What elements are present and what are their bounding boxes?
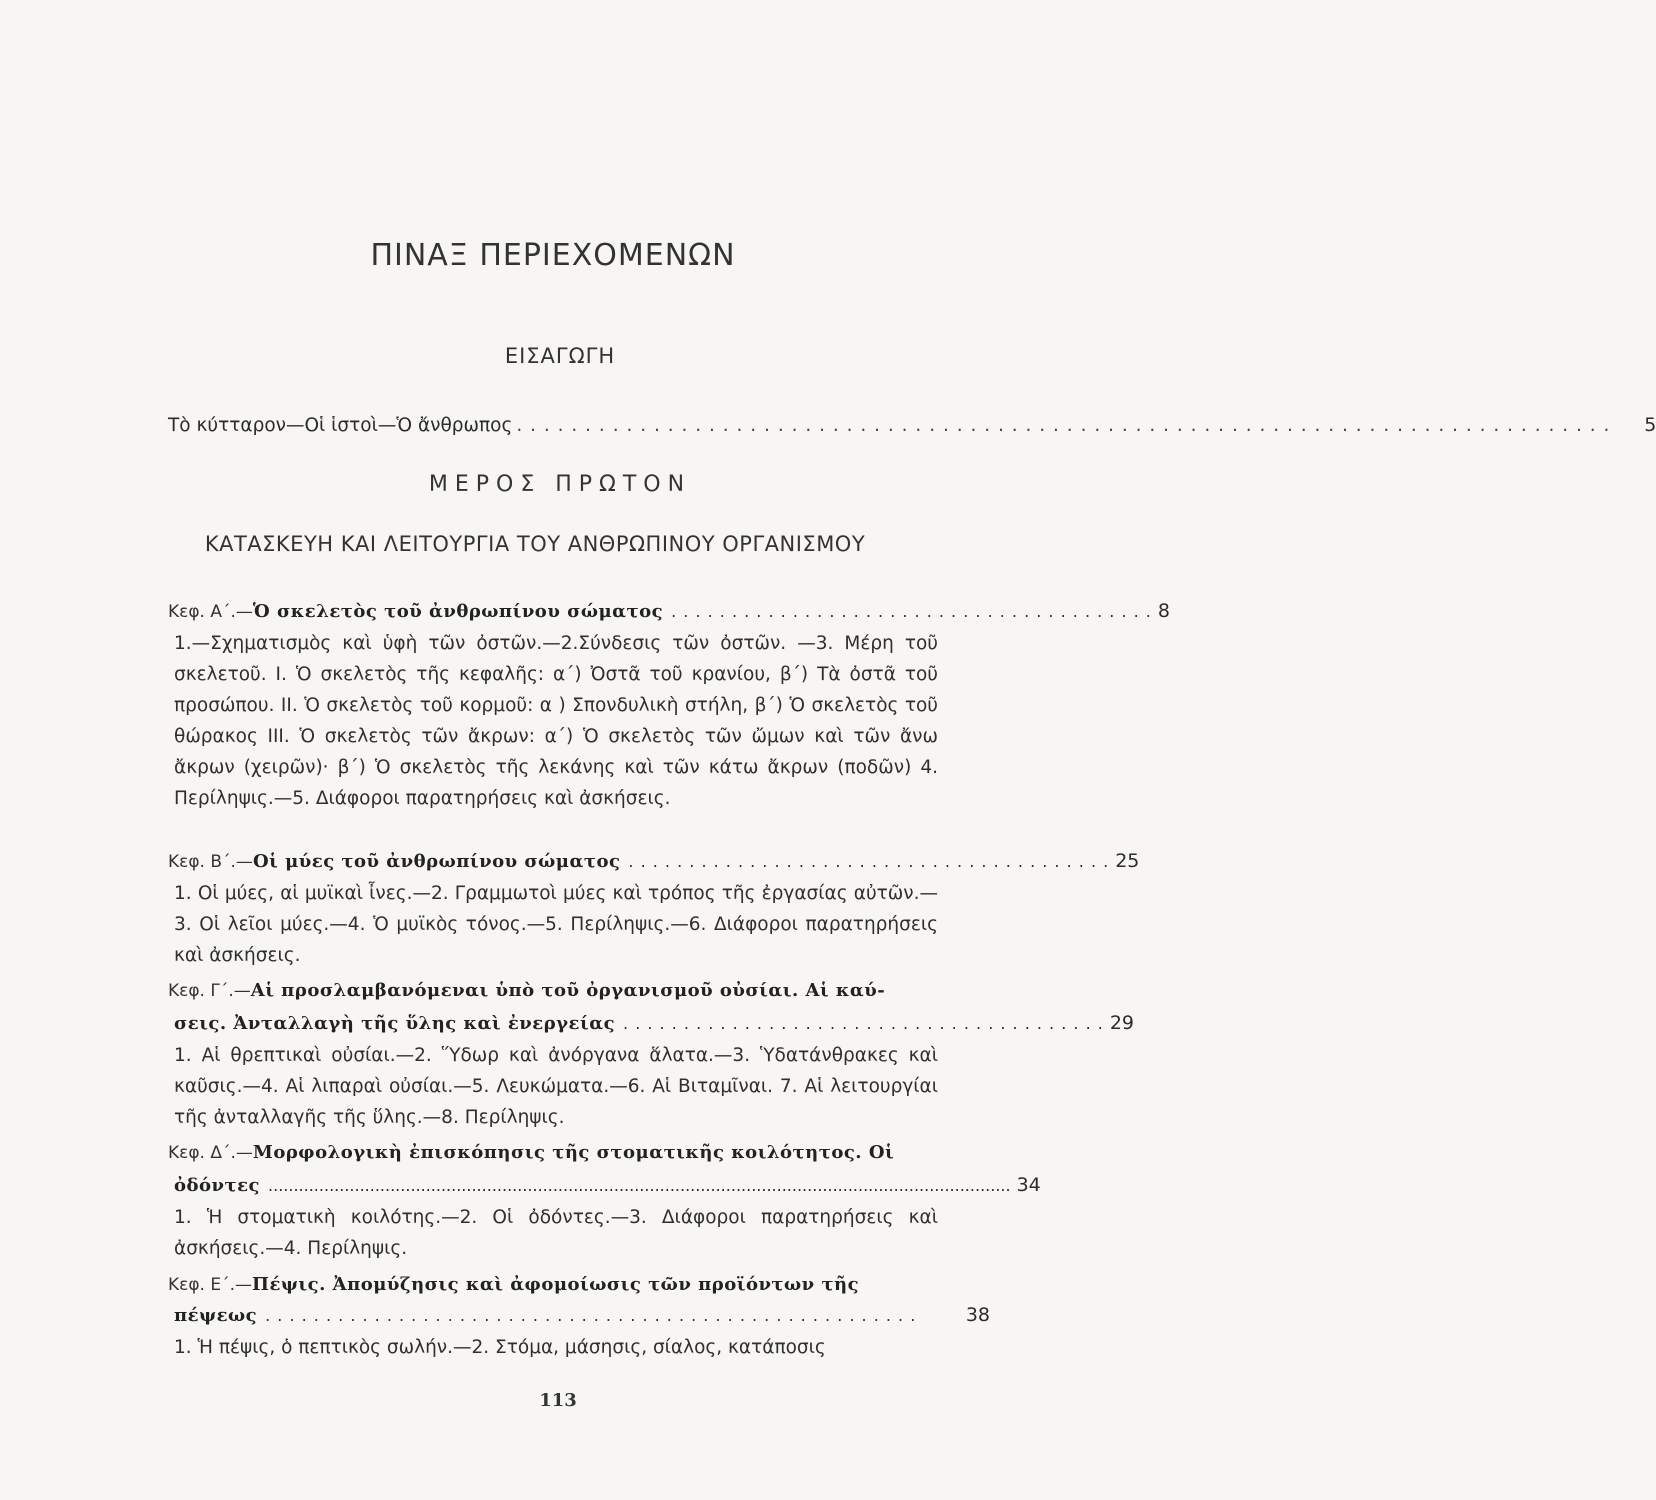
chapter-e-title: Πέψις. Ἀπομύζησις καὶ ἀφομοίωσις τῶν προϊόντων τῆς: [252, 1274, 860, 1295]
chapter-c-heading: [168, 980, 990, 1001]
chapter-c-title: Αἱ προσλαμβανόμεναι ὑπὸ τοῦ ὀργανισμοῦ οὐσίαι. Αἱ καύ-: [250, 980, 886, 1001]
introduction-entry: [168, 414, 1656, 436]
page-title: ΠΙΝΑΞ ΠΕΡΙΕΧΟΜΕΝΩΝ: [370, 238, 736, 273]
chapter-c-label: Κεφ. Γ΄.—: [168, 981, 251, 1001]
chapter-c-title-cont: σεις. Ἀνταλλαγὴ τῆς ὕλης καὶ ἐνεργείας: [174, 1013, 616, 1034]
chapter-b-label: Κεφ. Β΄.—: [168, 852, 253, 872]
leader-dots: ..................................................................................................................................................: [268, 1176, 1011, 1195]
chapter-e-heading-cont: [174, 1304, 990, 1326]
leader-dots: [516, 415, 1610, 436]
chapter-a-heading: [168, 600, 1170, 622]
chapter-b-heading: [168, 850, 1140, 872]
leader-dots: . . . . . . . . . . . . . . . . . . . . . . . . . . . . . . . . . . . . . . . . . . . . . . . . . . . . . .: [265, 1306, 917, 1325]
chapter-a-contents: 1.—Σχηματισμὸς καὶ ὑφὴ τῶν ὀστῶν.—2.Σύνδεσις τῶν ὀστῶν. —3. Μέρη τοῦ σκελετοῦ. I. Ὁ σκελετὸς τῆς κεφαλῆς: α΄) Ὀστᾶ τοῦ κρανίου, β΄) Τὰ ὀστᾶ τοῦ προσώπου. II. Ὁ σκελετὸς τοῦ κορμοῦ: α ) Σπονδυλικὴ στήλη, β΄) Ὁ σκελετὸς τοῦ θώρακος III. Ὁ σκελετὸς τῶν ἄκρων: α΄) Ὁ σκελετὸς τῶν ὤμων καὶ τῶν ἄνω ἄκρων (χειρῶν)· β΄) Ὁ σκελετὸς τῆς λεκάνης καὶ τῶν κάτω ἄκρων (ποδῶν) 4. Περίληψις.—5. Διάφοροι παρατηρήσεις καὶ ἀσκήσεις.: [174, 633, 938, 809]
leader-dots: . . . . . . . . . . . . . . . . . . . . . . . . . . . . . . . . . . . . . . . .: [671, 602, 1152, 621]
leader-dots: . . . . . . . . . . . . . . . . . . . . . . . . . . . . . . . . . . . . . . . .: [628, 852, 1110, 871]
leader-dots: . . . . . . . . . . . . . . . . . . . . . . . . . . . . . . . . . . . . . . . .: [623, 1014, 1104, 1033]
chapter-d-heading-cont: [174, 1174, 1041, 1196]
chapter-b-title: Οἱ μύες τοῦ ἀνθρωπίνου σώματος: [252, 851, 621, 872]
chapter-d-contents: 1. Ἡ στοματικὴ κοιλότης.—2. Οἱ ὀδόντες.—3. Διάφοροι παρατηρήσεις καὶ ἀσκήσεις.—4. Περίληψις.: [174, 1207, 938, 1259]
chapter-e-title-cont: πέψεως: [174, 1305, 258, 1326]
chapter-b-page: 25: [1115, 850, 1140, 872]
chapter-a-title: Ὁ σκελετὸς τοῦ ἀνθρωπίνου σώματος: [252, 601, 664, 622]
part-subheading: ΚΑΤΑΣΚΕΥΗ ΚΑΙ ΛΕΙΤΟΥΡΓΙΑ ΤΟΥ ΑΝΘΡΩΠΙΝΟΥ ΟΡΓΑΝΙΣΜΟΥ: [204, 532, 866, 556]
chapter-a-label: Κεφ. Α΄.—: [168, 602, 253, 622]
chapter-d-title: Μορφολογικὴ ἐπισκόπησις τῆς στοματικῆς κοιλότητος. Οἱ: [252, 1142, 895, 1163]
part-heading: ΜΕΡΟΣ ΠΡΩΤΟΝ: [428, 472, 692, 497]
chapter-e-heading: [168, 1274, 990, 1295]
chapter-c-page: 29: [1109, 1012, 1135, 1034]
chapter-d-label: Κεφ. Δ΄.—: [168, 1143, 253, 1163]
chapter-d-title-cont: ὀδόντες: [174, 1175, 261, 1196]
chapter-d-heading: [168, 1142, 990, 1163]
introduction-heading: ΕΙΣΑΓΩΓΗ: [504, 344, 616, 368]
introduction-entry-text: Τὸ κύτταρον—Οἱ ἱστοὶ—Ὁ ἄνθρωπος: [168, 415, 513, 436]
chapter-a-page: 8: [1157, 600, 1170, 622]
chapter-e-page: 38: [965, 1304, 990, 1326]
chapter-e-label: Κεφ. Ε΄.—: [168, 1275, 253, 1295]
chapter-e-contents: 1. Ἡ πέψις, ὁ πεπτικὸς σωλήν.—2. Στόμα, μάσησις, σίαλος, κατάποσις: [174, 1337, 826, 1358]
chapter-c-contents: 1. Αἱ θρεπτικαὶ οὐσίαι.—2. Ὕδωρ καὶ ἀνόργανα ἅλατα.—3. Ὑδατάνθρακες καὶ καῦσις.—4. Αἱ λιπαραὶ οὐσίαι.—5. Λευκώματα.—6. Αἱ Βιταμῖναι. 7. Αἱ λειτουργίαι τῆς ἀνταλλαγῆς τῆς ὕλης.—8. Περίληψις.: [174, 1045, 938, 1128]
chapter-b-contents: 1. Οἱ μύες, αἱ μυϊκαὶ ἶνες.—2. Γραμμωτοὶ μύες καὶ τρόπος τῆς ἐργασίας αὐτῶν.—3. Οἱ λεῖοι μύες.—4. Ὁ μυϊκὸς τόνος.—5. Περίληψις.—6. Διάφοροι παρατηρήσεις καὶ ἀσκήσεις.: [174, 883, 938, 966]
chapter-d-page: 34: [1016, 1174, 1041, 1196]
introduction-entry-page: 5: [1644, 414, 1656, 436]
chapter-c-heading-cont: [174, 1012, 1135, 1034]
page-number: 113: [539, 1390, 577, 1411]
